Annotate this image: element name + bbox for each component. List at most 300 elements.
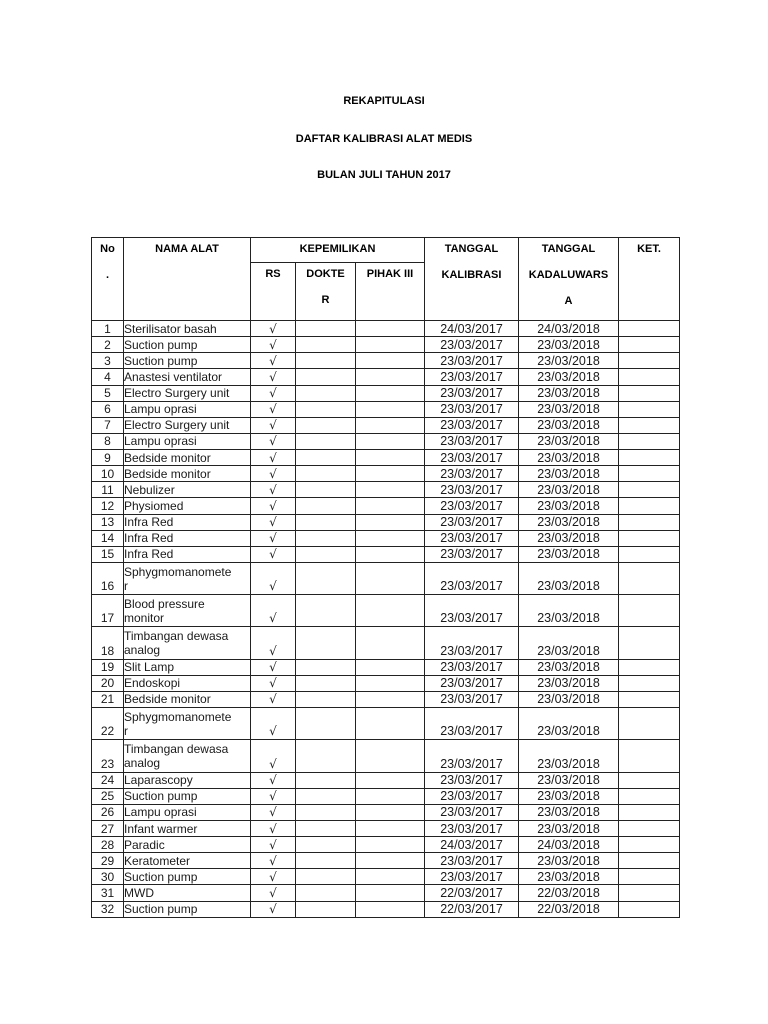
ket-cell [619,595,680,627]
calibration-date: 22/03/2017 [440,902,503,917]
rs-checkmark-cell [251,595,296,627]
expiry-date-cell [519,869,619,885]
expiry-date: 23/03/2018 [537,692,600,707]
expiry-date-cell [519,546,619,562]
header-nama-alat-label: NAMA ALAT [155,243,219,255]
expiry-date-cell [519,466,619,482]
document-period: BULAN JULI TAHUN 2017 [317,169,451,181]
table-row [92,708,680,740]
pihak-iii-cell [356,837,425,853]
table-row [92,546,680,562]
row-number: 15 [100,547,115,562]
row-number: 9 [104,450,111,465]
ket-cell [619,450,680,466]
equipment-name-cell [124,401,251,417]
pihak-iii-cell [356,675,425,691]
equipment-name: Electro Surgery unit [124,418,230,433]
expiry-date: 23/03/2018 [537,353,600,368]
equipment-name-cell [124,691,251,707]
rs-checkmark-cell [251,691,296,707]
table-row [92,417,680,433]
table-row [92,450,680,466]
dokter-cell [296,401,356,417]
expiry-date: 23/03/2018 [537,724,600,739]
rs-checkmark-cell [251,740,296,772]
expiry-date: 24/03/2018 [537,837,600,852]
calibration-date: 23/03/2017 [440,418,503,433]
rs-checkmark: √ [269,692,277,707]
rs-checkmark: √ [269,821,277,836]
pihak-iii-cell [356,353,425,369]
pihak-iii-cell [356,804,425,820]
equipment-name-cell [124,530,251,546]
calibration-date-cell [425,530,519,546]
rs-checkmark: √ [269,466,277,481]
calibration-date-cell [425,369,519,385]
calibration-date-cell [425,562,519,594]
row-number-cell [92,450,124,466]
equipment-name: Lampu oprasi [124,402,197,417]
table-row [92,337,680,353]
calibration-table [91,237,680,918]
calibration-date: 23/03/2017 [440,531,503,546]
dokter-cell [296,466,356,482]
table-row [92,691,680,707]
calibration-date: 24/03/2017 [440,321,503,336]
calibration-date: 23/03/2017 [440,434,503,449]
calibration-date-cell [425,353,519,369]
rs-checkmark-cell [251,450,296,466]
equipment-name-cell [124,788,251,804]
ket-cell [619,675,680,691]
rs-checkmark-cell [251,482,296,498]
pihak-iii-cell [356,885,425,901]
calibration-date-cell [425,466,519,482]
ket-cell [619,433,680,449]
equipment-name: Sphygmomanomete r [124,709,232,738]
ket-cell [619,353,680,369]
dokter-cell [296,546,356,562]
calibration-date-cell [425,546,519,562]
rs-checkmark-cell [251,708,296,740]
header-tanggal-kalibrasi [425,238,519,321]
rs-checkmark-cell [251,675,296,691]
dokter-cell [296,482,356,498]
expiry-date-cell [519,562,619,594]
calibration-date: 23/03/2017 [440,402,503,417]
calibration-date: 23/03/2017 [440,805,503,820]
equipment-name: Suction pump [124,353,198,368]
pihak-iii-cell [356,740,425,772]
pihak-iii-cell [356,853,425,869]
dokter-cell [296,804,356,820]
equipment-name-cell [124,514,251,530]
row-number: 30 [100,869,115,884]
dokter-cell [296,901,356,917]
rs-checkmark-cell [251,385,296,401]
rs-checkmark: √ [269,773,277,788]
calibration-date-cell [425,853,519,869]
table-row [92,595,680,627]
ket-cell [619,659,680,675]
pihak-iii-cell [356,562,425,594]
rs-checkmark: √ [269,547,277,562]
row-number-cell [92,385,124,401]
equipment-name: Infra Red [124,547,174,562]
row-number: 10 [100,466,115,481]
header-pihak-iii-label: PIHAK III [366,268,414,280]
calibration-date-cell [425,869,519,885]
pihak-iii-cell [356,869,425,885]
calibration-date-cell [425,772,519,788]
table-body [92,321,680,918]
row-number-cell [92,691,124,707]
pihak-iii-cell [356,482,425,498]
row-number: 21 [100,692,115,707]
row-number-cell [92,627,124,659]
ket-cell [619,337,680,353]
dokter-cell [296,417,356,433]
header-pihak-iii [356,263,425,321]
equipment-name-cell [124,627,251,659]
calibration-date: 23/03/2017 [440,611,503,626]
expiry-date-cell [519,788,619,804]
equipment-name-cell [124,546,251,562]
rs-checkmark: √ [269,498,277,513]
row-number-cell [92,853,124,869]
rs-checkmark: √ [269,853,277,868]
row-number: 31 [100,886,115,901]
expiry-date: 23/03/2018 [537,450,600,465]
equipment-name-cell [124,562,251,594]
table-row [92,385,680,401]
expiry-date: 23/03/2018 [537,805,600,820]
ket-cell [619,369,680,385]
equipment-name-cell [124,433,251,449]
equipment-name-cell [124,820,251,836]
rs-checkmark-cell [251,530,296,546]
pihak-iii-cell [356,772,425,788]
table-row [92,869,680,885]
rs-checkmark-cell [251,321,296,337]
expiry-date-cell [519,675,619,691]
pihak-iii-cell [356,659,425,675]
row-number: 8 [104,434,111,449]
expiry-date: 23/03/2018 [537,611,600,626]
dokter-cell [296,820,356,836]
equipment-name: Bedside monitor [124,692,211,707]
table-row [92,353,680,369]
ket-cell [619,853,680,869]
table-row [92,901,680,917]
calibration-date: 23/03/2017 [440,547,503,562]
table-row [92,321,680,337]
dokter-cell [296,691,356,707]
row-number: 20 [100,676,115,691]
calibration-date: 23/03/2017 [440,498,503,513]
row-number: 29 [100,853,115,868]
pihak-iii-cell [356,708,425,740]
header-tanggal-kadaluwarsa-label: TANGGAL KADALUWARS A [528,243,609,307]
row-number-cell [92,417,124,433]
calibration-date-cell [425,450,519,466]
calibration-date-cell [425,627,519,659]
equipment-name-cell [124,337,251,353]
dokter-cell [296,562,356,594]
row-number-cell [92,869,124,885]
calibration-date: 23/03/2017 [440,482,503,497]
calibration-date: 23/03/2017 [440,756,503,771]
header-tanggal-kalibrasi-label: TANGGAL KALIBRASI [441,243,502,281]
pihak-iii-cell [356,546,425,562]
table-row [92,740,680,772]
rs-checkmark-cell [251,804,296,820]
dokter-cell [296,321,356,337]
equipment-name: Slit Lamp [124,660,175,675]
calibration-date-cell [425,788,519,804]
ket-cell [619,530,680,546]
rs-checkmark-cell [251,853,296,869]
expiry-date-cell [519,530,619,546]
dokter-cell [296,869,356,885]
rs-checkmark: √ [269,660,277,675]
row-number: 1 [104,321,111,336]
dokter-cell [296,595,356,627]
header-rs-label: RS [265,268,281,280]
pihak-iii-cell [356,820,425,836]
dokter-cell [296,885,356,901]
calibration-date: 23/03/2017 [440,773,503,788]
rs-checkmark: √ [269,724,277,739]
calibration-date: 23/03/2017 [440,676,503,691]
expiry-date-cell [519,691,619,707]
calibration-date: 23/03/2017 [440,692,503,707]
expiry-date: 23/03/2018 [537,643,600,658]
table-row [92,498,680,514]
rs-checkmark: √ [269,837,277,852]
table-header-row [92,238,680,263]
equipment-name-cell [124,595,251,627]
equipment-name-cell [124,385,251,401]
rs-checkmark: √ [269,676,277,691]
equipment-name: Timbangan dewasa analog [124,741,229,770]
calibration-date: 23/03/2017 [440,515,503,530]
expiry-date: 23/03/2018 [537,756,600,771]
row-number-cell [92,369,124,385]
dokter-cell [296,675,356,691]
row-number: 14 [100,531,115,546]
calibration-date-cell [425,595,519,627]
calibration-date: 23/03/2017 [440,450,503,465]
row-number: 16 [100,579,115,594]
ket-cell [619,788,680,804]
rs-checkmark-cell [251,514,296,530]
expiry-date-cell [519,772,619,788]
ket-cell [619,885,680,901]
pihak-iii-cell [356,530,425,546]
table-row [92,369,680,385]
pihak-iii-cell [356,450,425,466]
calibration-date: 22/03/2017 [440,886,503,901]
rs-checkmark-cell [251,627,296,659]
expiry-date-cell [519,837,619,853]
rs-checkmark-cell [251,546,296,562]
row-number: 23 [100,756,115,771]
ket-cell [619,627,680,659]
expiry-date-cell [519,740,619,772]
row-number: 17 [100,611,115,626]
dokter-cell [296,514,356,530]
equipment-name: Lampu oprasi [124,434,197,449]
row-number: 19 [100,660,115,675]
table-row [92,885,680,901]
row-number-cell [92,804,124,820]
row-number: 22 [100,724,115,739]
calibration-date-cell [425,837,519,853]
equipment-name: Anastesi ventilator [124,369,223,384]
rs-checkmark-cell [251,820,296,836]
rs-checkmark-cell [251,417,296,433]
calibration-date: 23/03/2017 [440,660,503,675]
row-number: 27 [100,821,115,836]
rs-checkmark: √ [269,434,277,449]
equipment-name-cell [124,353,251,369]
ket-cell [619,740,680,772]
rs-checkmark-cell [251,337,296,353]
calibration-date-cell [425,708,519,740]
row-number-cell [92,708,124,740]
ket-cell [619,869,680,885]
dokter-cell [296,772,356,788]
ket-cell [619,466,680,482]
row-number: 28 [100,837,115,852]
expiry-date: 22/03/2018 [537,886,600,901]
row-number: 5 [104,386,111,401]
calibration-date: 23/03/2017 [440,579,503,594]
pihak-iii-cell [356,514,425,530]
pihak-iii-cell [356,498,425,514]
pihak-iii-cell [356,901,425,917]
rs-checkmark: √ [269,515,277,530]
equipment-name: Electro Surgery unit [124,386,230,401]
equipment-name: Infra Red [124,515,174,530]
header-dokter-label: DOKTE R [306,268,345,306]
equipment-name-cell [124,804,251,820]
calibration-date-cell [425,901,519,917]
table-row [92,514,680,530]
table-row [92,820,680,836]
calibration-date: 23/03/2017 [440,466,503,481]
expiry-date-cell [519,450,619,466]
pihak-iii-cell [356,788,425,804]
expiry-date-cell [519,417,619,433]
row-number-cell [92,514,124,530]
rs-checkmark: √ [269,337,277,352]
dokter-cell [296,353,356,369]
equipment-name-cell [124,708,251,740]
row-number: 2 [104,337,111,352]
equipment-name-cell [124,901,251,917]
equipment-name: Paradic [124,837,165,852]
rs-checkmark-cell [251,772,296,788]
equipment-name: Nebulizer [124,482,175,497]
ket-cell [619,401,680,417]
pihak-iii-cell [356,595,425,627]
dokter-cell [296,433,356,449]
row-number: 7 [104,418,111,433]
equipment-name-cell [124,369,251,385]
calibration-date-cell [425,337,519,353]
expiry-date-cell [519,514,619,530]
calibration-date: 23/03/2017 [440,853,503,868]
equipment-name: Bedside monitor [124,466,211,481]
row-number: 32 [100,902,115,917]
calibration-date-cell [425,514,519,530]
rs-checkmark: √ [269,531,277,546]
rs-checkmark-cell [251,562,296,594]
calibration-date-cell [425,321,519,337]
rs-checkmark: √ [269,353,277,368]
equipment-name: Suction pump [124,902,198,917]
table-row [92,837,680,853]
row-number: 12 [100,498,115,513]
expiry-date: 23/03/2018 [537,853,600,868]
rs-checkmark-cell [251,788,296,804]
calibration-date-cell [425,804,519,820]
calibration-date: 23/03/2017 [440,353,503,368]
expiry-date-cell [519,353,619,369]
rs-checkmark: √ [269,402,277,417]
expiry-date: 23/03/2018 [537,869,600,884]
equipment-name: Lampu oprasi [124,805,197,820]
ket-cell [619,498,680,514]
calibration-date-cell [425,820,519,836]
row-number: 18 [100,643,115,658]
ket-cell [619,482,680,498]
pihak-iii-cell [356,401,425,417]
row-number-cell [92,772,124,788]
rs-checkmark: √ [269,902,277,917]
expiry-date-cell [519,708,619,740]
equipment-name: Suction pump [124,869,198,884]
expiry-date: 23/03/2018 [537,482,600,497]
row-number-cell [92,675,124,691]
expiry-date-cell [519,337,619,353]
table-row [92,530,680,546]
row-number: 6 [104,402,111,417]
rs-checkmark: √ [269,789,277,804]
header-rs [251,263,296,321]
expiry-date: 23/03/2018 [537,466,600,481]
dokter-cell [296,740,356,772]
calibration-date: 24/03/2017 [440,837,503,852]
row-number-cell [92,546,124,562]
calibration-date-cell [425,417,519,433]
row-number-cell [92,740,124,772]
pihak-iii-cell [356,417,425,433]
pihak-iii-cell [356,369,425,385]
rs-checkmark-cell [251,885,296,901]
row-number-cell [92,401,124,417]
rs-checkmark: √ [269,482,277,497]
calibration-date: 23/03/2017 [440,789,503,804]
expiry-date: 23/03/2018 [537,337,600,352]
calibration-date-cell [425,433,519,449]
expiry-date: 23/03/2018 [537,515,600,530]
header-nama-alat [124,238,251,321]
dokter-cell [296,659,356,675]
calibration-date: 23/03/2017 [440,337,503,352]
